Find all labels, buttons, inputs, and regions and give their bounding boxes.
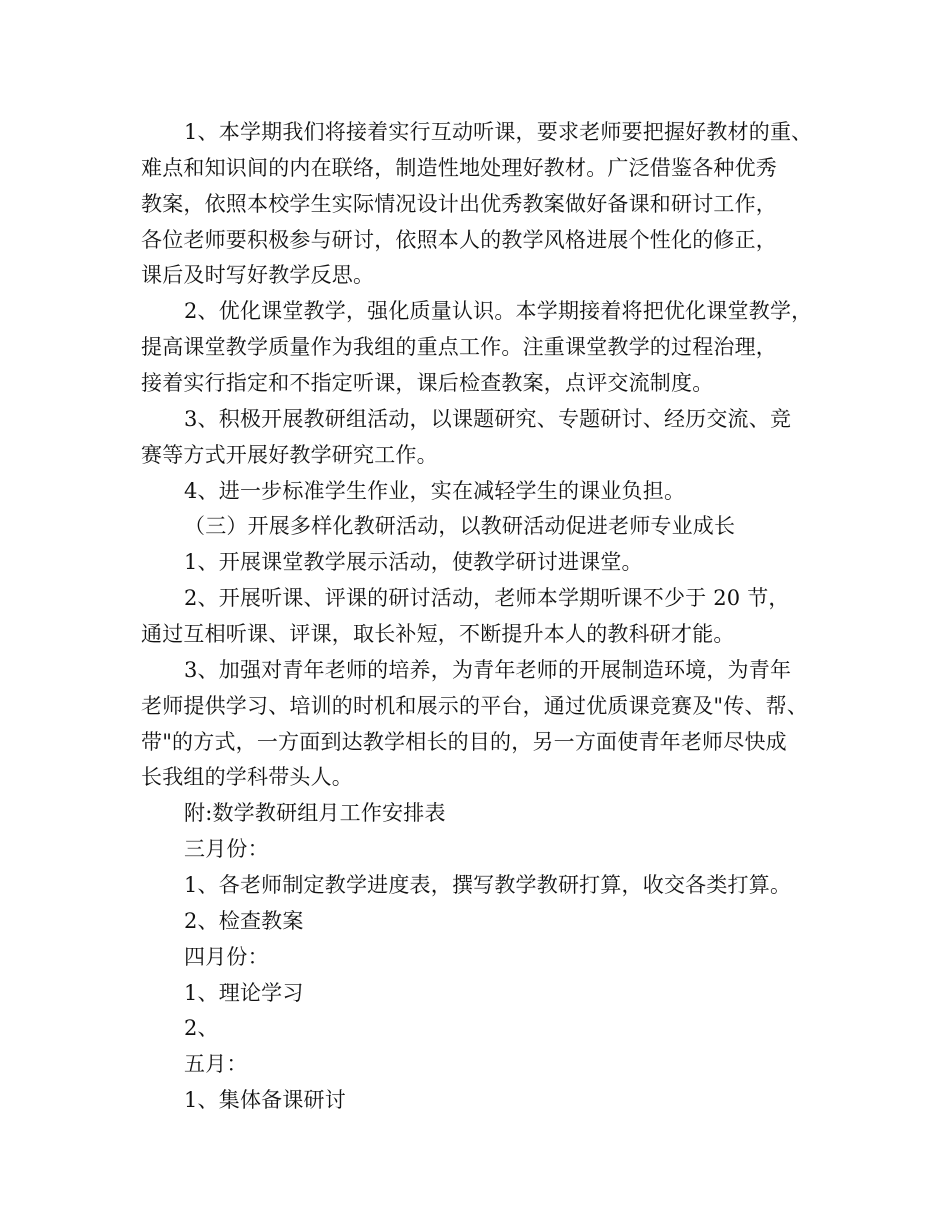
month-heading: 四月份： — [184, 945, 269, 969]
text-line: 2、检查教案 — [184, 909, 304, 933]
text-line: 接着实行指定和不指定听课，课后检查教案，点评交流制度。 — [141, 371, 714, 395]
text-line: 难点和知识间的内在联络，制造性地处理好教材。广泛借鉴各种优秀 — [141, 156, 777, 180]
text-line: 4、进一步标准学生作业，实在减轻学生的课业负担。 — [184, 479, 686, 503]
text-line: 1、本学期我们将接着实行互动听课，要求老师要把握好教材的重、 — [184, 120, 813, 144]
text-line: 教案，依照本校学生实际情况设计出优秀教案做好备课和研讨工作， — [141, 192, 777, 216]
month-heading: 五月： — [184, 1052, 248, 1076]
text-line: 3、加强对青年老师的培养，为青年老师的开展制造环境，为青年 — [184, 658, 792, 682]
text-line: 1、集体备课研讨 — [184, 1088, 346, 1112]
text-line: 1、开展课堂教学展示活动，使教学研讨进课堂。 — [184, 550, 643, 574]
month-heading: 三月份： — [184, 837, 269, 861]
text-line: 老师提供学习、培训的时机和展示的平台，通过优质课竞赛及"传、帮、 — [141, 694, 809, 718]
text-line: 1、各老师制定教学进度表，撰写教学教研打算，收交各类打算。 — [184, 873, 792, 897]
text-line: 长我组的学科带头人。 — [141, 765, 353, 789]
section-heading: （三）开展多样化教研活动，以教研活动促进老师专业成长 — [184, 514, 736, 538]
text-line: 提高课堂教学质量作为我组的重点工作。注重课堂教学的过程治理， — [141, 335, 777, 359]
appendix-title: 附:数学教研组月工作安排表 — [184, 801, 446, 825]
text-line: 3、积极开展教研组活动，以课题研究、专题研讨、经历交流、竞 — [184, 407, 792, 431]
text-line: 2、 — [184, 1016, 219, 1040]
text-line: 各位老师要积极参与研讨，依照本人的教学风格进展个性化的修正， — [141, 228, 777, 252]
text-line: 2、开展听课、评课的研讨活动，老师本学期听课不少于 20 节， — [184, 586, 790, 610]
text-line: 1、理论学习 — [184, 981, 304, 1005]
text-line: 2、优化课堂教学，强化质量认识。本学期接着将把优化课堂教学， — [184, 299, 813, 323]
text-line: 通过互相听课、评课，取长补短，不断提升本人的教科研才能。 — [141, 622, 735, 646]
text-line: 课后及时写好教学反思。 — [141, 263, 375, 287]
text-line: 赛等方式开展好教学研究工作。 — [141, 443, 438, 467]
text-line: 带"的方式，一方面到达教学相长的目的，另一方面使青年老师尽快成 — [141, 730, 787, 754]
